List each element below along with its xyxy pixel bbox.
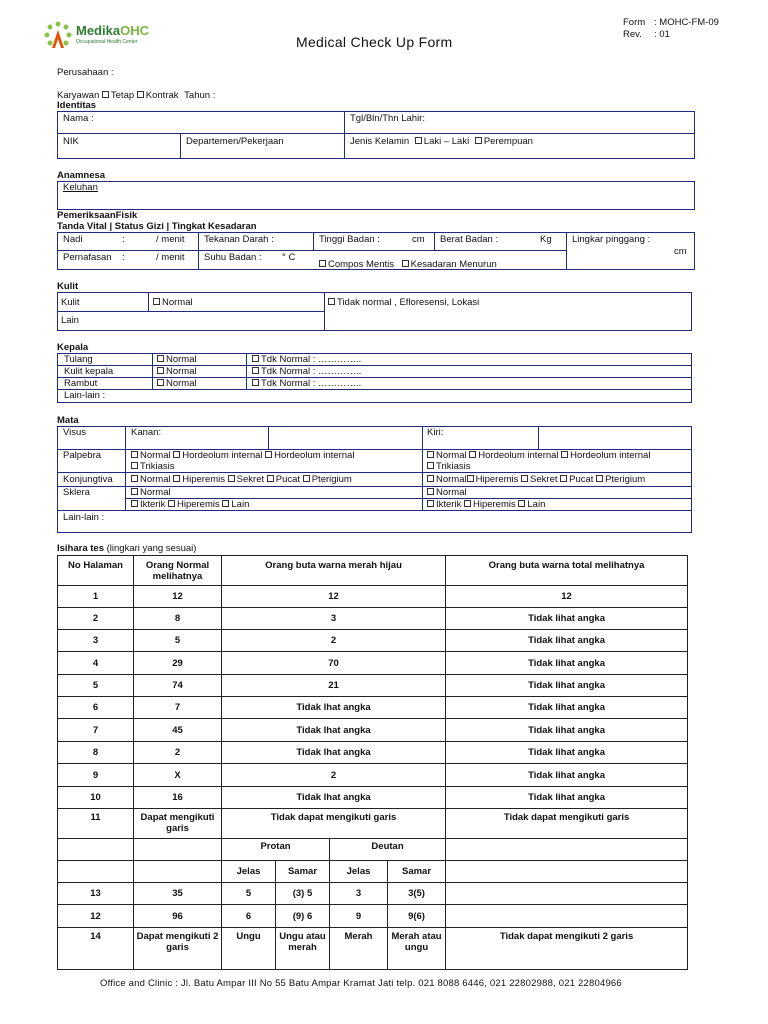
table-row: [58, 787, 688, 809]
col-total: Orang buta warna total melihatnya: [446, 556, 688, 586]
jelas-header: Jelas: [330, 861, 388, 883]
cell-no: 3: [58, 630, 134, 652]
cell-protan-jelas[interactable]: Ungu: [222, 928, 276, 970]
cell-normal[interactable]: 45: [134, 719, 222, 742]
kepala-row-tdk: Tdk Normal : …………..: [252, 354, 361, 365]
suhu-field[interactable]: Suhu Badan :: [204, 252, 262, 263]
cell-deutan-jelas[interactable]: 9: [330, 905, 388, 928]
kepala-row-normal: Normal: [157, 378, 197, 389]
konj-kanan-pucat-checkbox[interactable]: [267, 475, 274, 482]
palpebra-kanan-hordeolum2-checkbox[interactable]: [265, 451, 272, 458]
karyawan-label: Karyawan: [57, 90, 100, 101]
cell-merah-hijau[interactable]: 70: [222, 652, 446, 675]
jenis-kelamin-label: Jenis Kelamin: [350, 136, 410, 147]
deutan-header: Deutan: [330, 839, 446, 861]
visus-label: Visus: [63, 427, 87, 438]
palpebra-kanan-normal-checkbox[interactable]: [131, 451, 138, 458]
cell-normal[interactable]: Dapat mengikuti garis: [134, 809, 222, 839]
perempuan-label: Perempuan: [483, 136, 533, 147]
cell-total[interactable]: Tidak lihat angka: [446, 675, 688, 697]
konj-kiri-normal-checkbox[interactable]: [427, 475, 434, 482]
palpebra-kiri-normal-checkbox[interactable]: [427, 451, 434, 458]
cell-normal[interactable]: 12: [134, 586, 222, 608]
sklera-kiri-normal-checkbox[interactable]: [427, 488, 434, 495]
cell-normal[interactable]: X: [134, 764, 222, 787]
kepala-row-normal: Normal: [157, 354, 197, 365]
lingkar-pinggang-field[interactable]: Lingkar pinggang :: [572, 234, 651, 245]
table-row: [58, 764, 688, 787]
table-row: [58, 675, 688, 697]
brand-accent: OHC: [120, 23, 149, 38]
samar-header: Samar: [276, 861, 330, 883]
ishihara-note: (lingkari yang sesuai): [106, 543, 197, 554]
ishihara-table: [57, 555, 688, 970]
konj-kiri-pucat-checkbox[interactable]: [560, 475, 567, 482]
tinggi-badan-field[interactable]: Tinggi Badan :: [319, 234, 380, 245]
cell-deutan-samar[interactable]: 9(6): [388, 905, 446, 928]
cell-total[interactable]: Tidak dapat mengikuti garis: [446, 809, 688, 839]
pernafasan-colon: :: [122, 252, 125, 263]
palpebra-kanan-options: Normal Hordeolum internal Hordeolum internal: [131, 450, 354, 461]
jelas-header: Jelas: [222, 861, 276, 883]
kulit-normal-option: [153, 297, 193, 308]
table-row: [58, 883, 688, 905]
cell-normal[interactable]: 8: [134, 608, 222, 630]
cell-no: 13: [58, 883, 134, 905]
compos-checkbox[interactable]: [319, 260, 326, 267]
table-row: [58, 905, 688, 928]
konjungtiva-kiri-options: Normal Hiperemis Sekret Pucat Pterigium: [427, 474, 645, 485]
col-halaman: No Halaman: [58, 556, 134, 586]
cell-normal[interactable]: 29: [134, 652, 222, 675]
tinggi-unit: cm: [412, 234, 425, 245]
brand-name: [76, 23, 149, 38]
cell-total[interactable]: Tidak lihat angka: [446, 764, 688, 787]
perusahaan-label: Perusahaan :: [57, 67, 114, 78]
cell-deutan-jelas[interactable]: 3: [330, 883, 388, 905]
konj-kanan-pterigium-checkbox[interactable]: [303, 475, 310, 482]
rev-value: : 01: [654, 29, 670, 40]
cell-no: 12: [58, 905, 134, 928]
table-row: [58, 697, 688, 719]
cell-normal[interactable]: 7: [134, 697, 222, 719]
ishihara-heading-row: [57, 543, 196, 554]
nama-field[interactable]: Nama :: [63, 113, 94, 124]
laki-checkbox[interactable]: [415, 137, 422, 144]
table-header-row: [58, 556, 688, 586]
sklera-kiri-ikterik-checkbox[interactable]: [427, 500, 434, 507]
palpebra-kiri-hordeolum2-checkbox[interactable]: [561, 451, 568, 458]
nadi-unit: / menit: [156, 234, 185, 245]
cell-no: 5: [58, 675, 134, 697]
ishihara-heading: Isihara tes: [57, 543, 104, 554]
perempuan-checkbox[interactable]: [475, 137, 482, 144]
kulit-normal-label: Normal: [162, 297, 193, 308]
palpebra-kiri-trikiasis-checkbox[interactable]: [427, 462, 434, 469]
cell-merah-hijau[interactable]: Tidak dapat mengikuti garis: [222, 809, 446, 839]
cell-total[interactable]: 12: [446, 586, 688, 608]
table-row: [58, 928, 688, 970]
nadi-colon: :: [122, 234, 125, 245]
kepala-row-label: Kulit kepala: [64, 366, 114, 377]
kulit-tidak-normal-label: Tidak normal , Efloresensi, Lokasi: [337, 297, 480, 308]
cell-total[interactable]: Tidak lihat angka: [446, 697, 688, 719]
brand-main: Medika: [76, 23, 121, 38]
identitas-heading: Identitas: [57, 100, 97, 111]
sklera-kanan-lain-checkbox[interactable]: [222, 500, 229, 507]
cell-no: 8: [58, 742, 134, 764]
kepala-row-tdk: Tdk Normal : …………..: [252, 378, 361, 389]
cell-normal[interactable]: 96: [134, 905, 222, 928]
jenis-kelamin-row: [350, 136, 533, 147]
kulit-normal-checkbox[interactable]: [153, 298, 160, 305]
kepala-lain-field[interactable]: Lain-lain :: [64, 390, 106, 401]
cell-merah-hijau[interactable]: 3: [222, 608, 446, 630]
col-normal: Orang Normal melihatnya: [134, 556, 222, 586]
keluhan-box[interactable]: [57, 181, 695, 210]
cell-no: 14: [58, 928, 134, 970]
rambut-normal-checkbox[interactable]: [157, 379, 164, 386]
palpebra-kiri-options: Normal Hordeolum internal Hordeolum internal: [427, 450, 650, 461]
konjungtiva-kanan-options: Normal Hiperemis Sekret Pucat Pterigium: [131, 474, 352, 485]
footer-address: Office and Clinic : Jl. Batu Ampar III No 55 Batu Ampar Kramat Jati telp. 021 8088 6446, 021 22802988, 021 22804966: [100, 978, 622, 989]
sklera-kiri-normal: Normal: [427, 487, 467, 498]
palpebra-kanan-trikiasis: Trikiasis: [131, 461, 174, 472]
cell-normal[interactable]: 74: [134, 675, 222, 697]
palpebra-label: Palpebra: [63, 450, 102, 461]
keluhan-label: Keluhan: [63, 182, 98, 193]
sklera-kiri-hiperemis-checkbox[interactable]: [464, 500, 471, 507]
cell-merah-hijau[interactable]: Tidak lhat angka: [222, 787, 446, 809]
kesadaran-checkbox[interactable]: [402, 260, 409, 267]
cell-protan-jelas[interactable]: 5: [222, 883, 276, 905]
sklera-kanan-normal: Normal: [131, 487, 171, 498]
pemeriksaan-heading: PemeriksaanFisik: [57, 210, 138, 221]
sklera-kanan-ikterik-checkbox[interactable]: [131, 500, 138, 507]
samar-header: Samar: [388, 861, 446, 883]
cell-protan-samar[interactable]: (3) 5: [276, 883, 330, 905]
mata-lain-field[interactable]: Lain-lain :: [63, 512, 105, 523]
logo-icon: [42, 20, 74, 54]
departemen-field[interactable]: Departemen/Pekerjaan: [186, 136, 284, 147]
palpebra-kanan-trikiasis-checkbox[interactable]: [131, 462, 138, 469]
cell-total[interactable]: Tidak lihat angka: [446, 652, 688, 675]
table-row: [58, 809, 688, 839]
cell-protan-samar[interactable]: (9) 6: [276, 905, 330, 928]
lingkar-unit: cm: [674, 246, 687, 257]
kepala-row-tdk: Tdk Normal : …………..: [252, 366, 361, 377]
cell-total[interactable]: Tidak lihat angka: [446, 787, 688, 809]
cell-no: 11: [58, 809, 134, 839]
konj-kanan-normal-checkbox[interactable]: [131, 475, 138, 482]
cell-merah-hijau[interactable]: Tidak lhat angka: [222, 697, 446, 719]
kepala-row-normal: Normal: [157, 366, 197, 377]
sklera-kiri-lain-checkbox[interactable]: [518, 500, 525, 507]
table-row: [58, 630, 688, 652]
kontrak-checkbox[interactable]: [137, 91, 144, 98]
rambut-tdk-checkbox[interactable]: [252, 379, 259, 386]
cell-merah-hijau[interactable]: 21: [222, 675, 446, 697]
table-row: [58, 742, 688, 764]
table-row: [58, 652, 688, 675]
tekanan-darah-field[interactable]: Tekanan Darah :: [204, 234, 274, 245]
cell-no: 4: [58, 652, 134, 675]
pernafasan-label: Pernafasan: [63, 252, 112, 263]
kesadaran-row: [319, 259, 497, 270]
mata-heading: Mata: [57, 415, 79, 426]
form-value: : MOHC-FM-09: [654, 17, 719, 28]
cell-merah-hijau[interactable]: Tidak lhat angka: [222, 742, 446, 764]
kulit-label: Kulit: [61, 297, 80, 308]
cell-no: 6: [58, 697, 134, 719]
konj-kanan-sekret-checkbox[interactable]: [228, 475, 235, 482]
cell-deutan-jelas[interactable]: Merah: [330, 928, 388, 970]
sklera-kanan-normal-checkbox[interactable]: [131, 488, 138, 495]
kulit-kepala-normal-checkbox[interactable]: [157, 367, 164, 374]
konj-kiri-hiperemis-checkbox[interactable]: [467, 475, 474, 482]
palpebra-kiri-hordeolum1-checkbox[interactable]: [469, 451, 476, 458]
palpebra-kiri-trikiasis: Trikiasis: [427, 461, 470, 472]
kulit-lain-field[interactable]: Lain: [61, 315, 79, 326]
berat-unit: Kg: [540, 234, 552, 245]
cell-no: 10: [58, 787, 134, 809]
tanda-vital-heading: Tanda Vital | Status Gizi | Tingkat Kesadaran: [57, 221, 257, 232]
logo: [42, 20, 162, 54]
kulit-tidak-normal-option: [328, 297, 479, 308]
table-row: [58, 719, 688, 742]
cell-protan-jelas[interactable]: 6: [222, 905, 276, 928]
cell-total[interactable]: Tidak lihat angka: [446, 608, 688, 630]
cell-normal[interactable]: Dapat mengikuti 2 garis: [134, 928, 222, 970]
cell-merah-hijau[interactable]: 2: [222, 630, 446, 652]
nadi-label: Nadi: [63, 234, 83, 245]
kulit-tidak-normal-checkbox[interactable]: [328, 298, 335, 305]
compos-label: Compos Mentis: [328, 259, 394, 270]
kulit-heading: Kulit: [57, 281, 79, 292]
table-row: [58, 586, 688, 608]
rev-label: Rev.: [623, 29, 642, 40]
cell-no: 9: [58, 764, 134, 787]
cell-no: 7: [58, 719, 134, 742]
brand-sub: Occupational Health Center: [76, 39, 138, 45]
tetap-checkbox[interactable]: [102, 91, 109, 98]
cell-protan-samar[interactable]: Ungu atau merah: [276, 928, 330, 970]
sklera-kiri-options: Ikterik Hiperemis Lain: [427, 499, 545, 510]
kepala-row-label: Rambut: [64, 378, 98, 389]
pernafasan-unit: / menit: [156, 252, 185, 263]
berat-badan-field[interactable]: Berat Badan :: [440, 234, 499, 245]
sklera-kanan-options: Ikterik Hiperemis Lain: [131, 499, 249, 510]
tulang-tdk-checkbox[interactable]: [252, 355, 259, 362]
konjungtiva-label: Konjungtiva: [63, 474, 113, 485]
palpebra-kanan-hordeolum1-checkbox[interactable]: [173, 451, 180, 458]
cell-normal[interactable]: 35: [134, 883, 222, 905]
sklera-kanan-hiperemis-checkbox[interactable]: [168, 500, 175, 507]
konj-kanan-hiperemis-checkbox[interactable]: [173, 475, 180, 482]
table-subheader-row: [58, 861, 688, 883]
page-title: Medical Check Up Form: [296, 34, 453, 50]
konj-kiri-pterigium-checkbox[interactable]: [596, 475, 603, 482]
kepala-heading: Kepala: [57, 342, 89, 353]
cell-normal[interactable]: 5: [134, 630, 222, 652]
kiri-field[interactable]: Kiri:: [427, 427, 444, 438]
kanan-field[interactable]: Kanan:: [131, 427, 162, 438]
table-subheader-row: [58, 839, 688, 861]
form-label: Form: [623, 17, 646, 28]
kulit-kepala-tdk-checkbox[interactable]: [252, 367, 259, 374]
konj-kiri-sekret-checkbox[interactable]: [521, 475, 528, 482]
laki-label: Laki – Laki: [423, 136, 470, 147]
cell-normal[interactable]: 16: [134, 787, 222, 809]
cell-no: 1: [58, 586, 134, 608]
cell-merah-hijau[interactable]: 2: [222, 764, 446, 787]
cell-total[interactable]: Tidak dapat mengikuti 2 garis: [446, 928, 688, 970]
tetap-label: Tetap: [110, 90, 135, 101]
protan-header: Protan: [222, 839, 330, 861]
kesadaran-label: Kesadaran Menurun: [410, 259, 497, 270]
cell-deutan-samar[interactable]: 3(5): [388, 883, 446, 905]
cell-total[interactable]: Tidak lihat angka: [446, 742, 688, 764]
kontrak-label: Kontrak: [145, 90, 179, 101]
kepala-row-label: Tulang: [64, 354, 93, 365]
cell-total[interactable]: Tidak lihat angka: [446, 630, 688, 652]
tahun-label: Tahun :: [184, 90, 216, 101]
cell-merah-hijau[interactable]: Tidak lhat angka: [222, 719, 446, 742]
anamnesa-heading: Anamnesa: [57, 170, 106, 181]
tgl-lahir-field[interactable]: Tgl/Bln/Thn Lahir:: [350, 113, 425, 124]
cell-total[interactable]: Tidak lihat angka: [446, 719, 688, 742]
cell-deutan-samar[interactable]: Merah atau ungu: [388, 928, 446, 970]
nik-field[interactable]: NIK: [63, 136, 79, 147]
cell-merah-hijau[interactable]: 12: [222, 586, 446, 608]
sklera-label: Sklera: [63, 487, 90, 498]
cell-no: 2: [58, 608, 134, 630]
suhu-unit: ° C: [282, 252, 296, 263]
tulang-normal-checkbox[interactable]: [157, 355, 164, 362]
cell-normal[interactable]: 2: [134, 742, 222, 764]
table-row: [58, 608, 688, 630]
col-merah-hijau: Orang buta warna merah hijau: [222, 556, 446, 586]
